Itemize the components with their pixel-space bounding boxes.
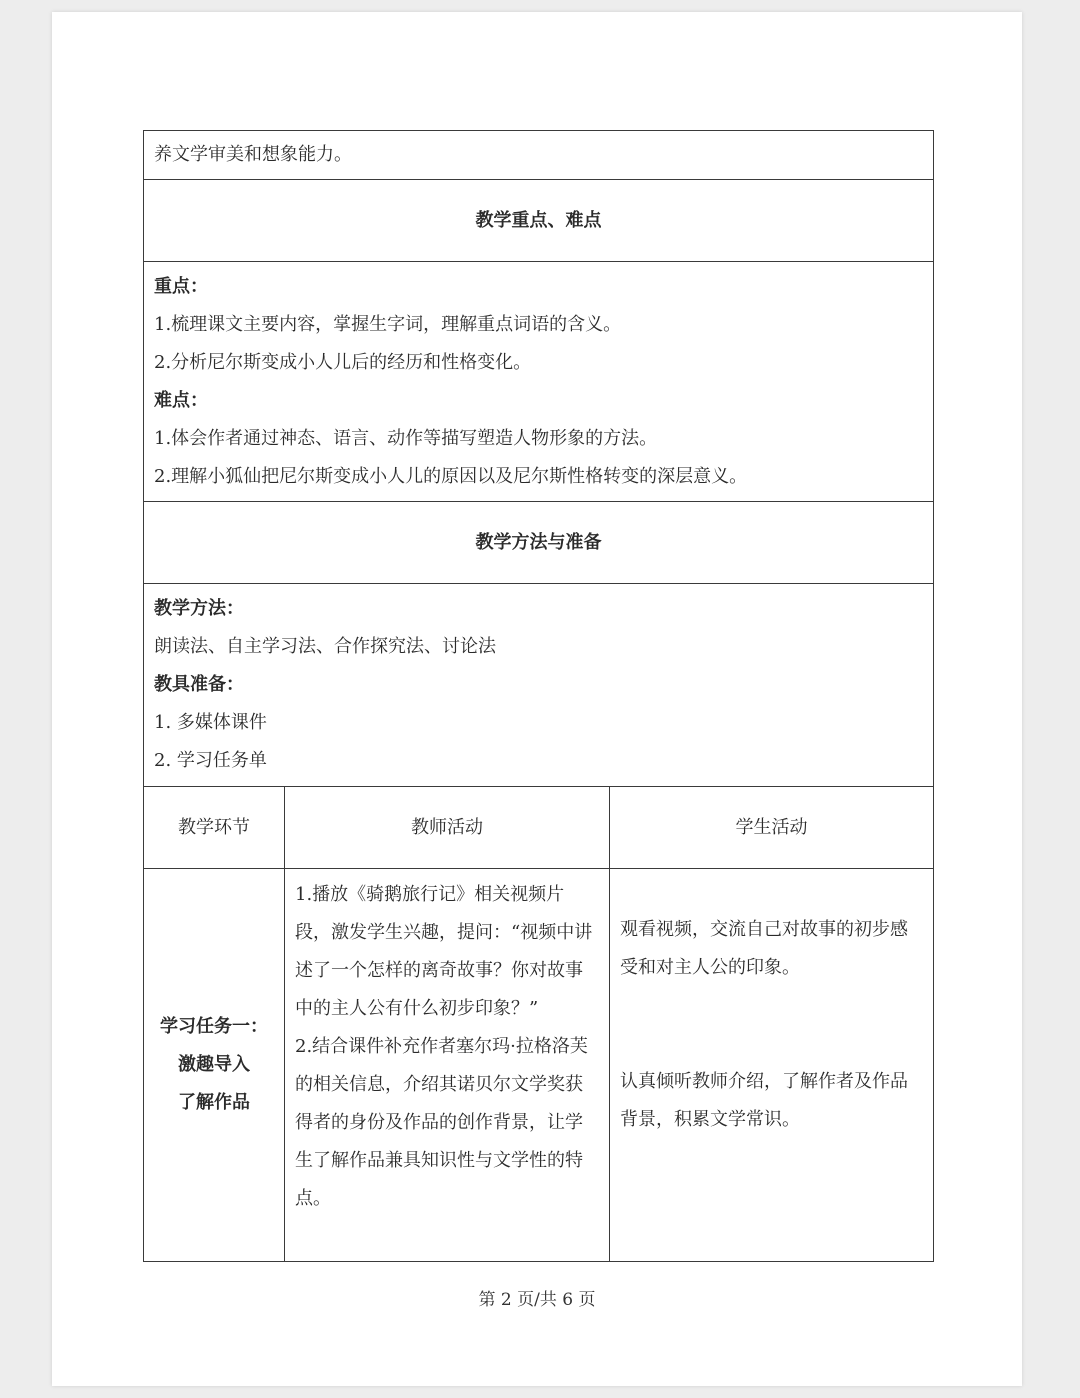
method-text: 朗读法、自主学习法、合作探究法、讨论法	[154, 636, 496, 657]
activity-header-row	[144, 787, 934, 869]
document-page	[52, 12, 1022, 1386]
intro-text: 养文学审美和想象能力。	[154, 144, 352, 165]
key-points-row	[144, 262, 934, 502]
page-number: 第 2 页/共 6 页	[478, 1290, 596, 1310]
stage-line: 了解作品	[178, 1092, 250, 1113]
student-activity: 认真倾听教师介绍，了解作者及作品背景，积累文学常识。	[620, 1071, 908, 1130]
methods-heading: 教学方法与准备	[144, 502, 934, 584]
method-label: 教学方法：	[154, 598, 244, 619]
key-points-heading: 教学重点、难点	[144, 180, 934, 262]
teacher-activity: 1.播放《骑鹅旅行记》相关视频片段，激发学生兴趣，提问：“视频中讲述了一个怎样的离奇故事？你对故事中的主人公有什么初步印象？”	[295, 884, 593, 1019]
student-activity: 观看视频，交流自己对故事的初步感受和对主人公的印象。	[620, 919, 908, 978]
methods-heading-row	[144, 502, 934, 584]
tools-item: 2. 学习任务单	[154, 750, 267, 771]
header-stage: 教学环节	[144, 787, 285, 869]
difficulty-label: 难点：	[154, 390, 208, 411]
key-points-heading-row	[144, 180, 934, 262]
difficulty-item: 1.体会作者通过神态、语言、动作等描写塑造人物形象的方法。	[154, 428, 658, 449]
tools-item: 1. 多媒体课件	[154, 712, 267, 733]
header-teacher: 教师活动	[285, 787, 610, 869]
focus-label: 重点：	[154, 276, 208, 297]
task-one-row	[144, 869, 934, 1262]
stage-line: 学习任务一：	[160, 1016, 268, 1037]
difficulty-item: 2.理解小狐仙把尼尔斯变成小人儿的原因以及尼尔斯性格转变的深层意义。	[154, 466, 748, 487]
stage-line: 激趣导入	[178, 1054, 250, 1075]
header-student: 学生活动	[610, 787, 934, 869]
focus-item: 2.分析尼尔斯变成小人儿后的经历和性格变化。	[154, 352, 532, 373]
intro-row	[144, 131, 934, 180]
methods-row	[144, 584, 934, 787]
focus-item: 1.梳理课文主要内容，掌握生字词，理解重点词语的含义。	[154, 314, 622, 335]
lesson-plan-table	[143, 130, 934, 1262]
teacher-activity: 2.结合课件补充作者塞尔玛·拉格洛芙的相关信息，介绍其诺贝尔文学奖获得者的身份及作品的创作背景，让学生了解作品兼具知识性与文学性的特点。	[295, 1036, 588, 1209]
tools-label: 教具准备：	[154, 674, 244, 695]
